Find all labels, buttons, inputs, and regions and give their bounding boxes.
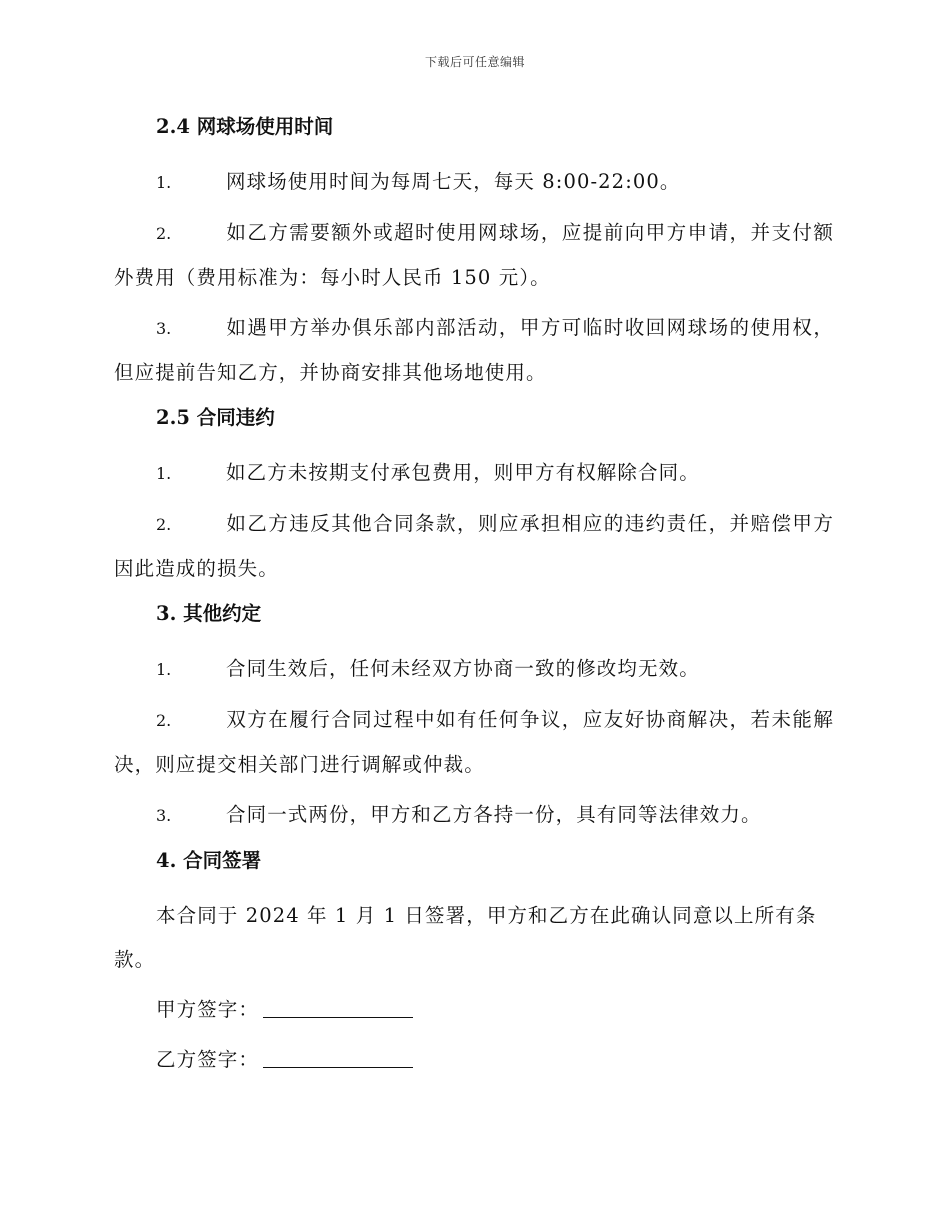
clause-item (114, 451, 834, 496)
party-b-signature (114, 1038, 834, 1082)
party-b-label: 乙方签字： (156, 1048, 260, 1071)
clause-text: 合同生效后，任何未经双方协商一致的修改均无效。 (226, 657, 700, 680)
clause-text: 如遇甲方举办俱乐部内部活动，甲方可临时收回网球场的使用权，但应提前告知乙方，并协商安排其他场地使用。 (114, 316, 834, 384)
clause-item (114, 698, 834, 787)
clause-number: 3. (156, 806, 172, 825)
clause-item (114, 793, 834, 838)
signature-line (263, 995, 413, 1018)
signing-paragraph: 本合同于 2024 年 1 月 1 日签署，甲方和乙方在此确认同意以上所有条款。 (114, 904, 817, 971)
clause-number: 1. (156, 464, 172, 483)
signature-line (263, 1045, 413, 1068)
page-header-note: 下载后可任意编辑 (424, 55, 525, 69)
clause-text: 如乙方未按期支付承包费用，则甲方有权解除合同。 (226, 461, 700, 484)
clause-number: 1. (156, 660, 172, 679)
clause-text: 如乙方违反其他合同条款，则应承担相应的违约责任，并赔偿甲方因此造成的损失。 (114, 512, 834, 580)
clause-number: 2. (156, 515, 172, 534)
section-heading: 4. 合同签署 (156, 849, 262, 872)
clause-text: 合同一式两份，甲方和乙方各持一份，具有同等法律效力。 (226, 803, 762, 826)
section-heading: 3. 其他约定 (156, 602, 262, 625)
clause-item (114, 502, 834, 591)
clause-number: 3. (156, 319, 172, 338)
clause-item (114, 647, 834, 692)
clause-number: 2. (156, 224, 172, 243)
clause-text: 如乙方需要额外或超时使用网球场，应提前向甲方申请，并支付额外费用（费用标准为：每小时人民币 150 元）。 (114, 221, 834, 289)
clause-number: 1. (156, 173, 172, 192)
document-body (114, 110, 834, 1088)
clause-number: 2. (156, 711, 172, 730)
clause-text: 网球场使用时间为每周七天，每天 8:00-22:00。 (226, 170, 681, 193)
section-heading: 2.5 合同违约 (156, 406, 275, 429)
party-a-signature (114, 988, 834, 1032)
clause-item (114, 160, 834, 205)
section-heading: 2.4 网球场使用时间 (156, 115, 334, 138)
party-a-label: 甲方签字： (156, 998, 260, 1021)
clause-item (114, 306, 834, 395)
clause-item (114, 211, 834, 300)
clause-text: 双方在履行合同过程中如有任何争议，应友好协商解决，若未能解决，则应提交相关部门进行调解或仲裁。 (114, 708, 834, 776)
